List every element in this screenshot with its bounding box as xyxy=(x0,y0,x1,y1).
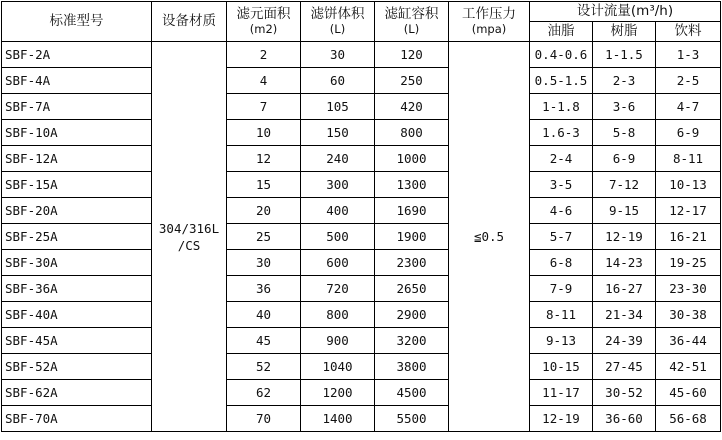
cell-tank-volume: 4500 xyxy=(375,380,449,406)
header-material: 设备材质 xyxy=(152,2,227,42)
cell-cake-volume: 30 xyxy=(301,42,375,68)
table-row xyxy=(2,328,721,354)
cell-filter-area: 12 xyxy=(227,146,301,172)
cell-cake-volume: 300 xyxy=(301,172,375,198)
cell-flow-oil: 4-6 xyxy=(530,198,593,224)
cell-pressure: ≦0.5 xyxy=(449,42,530,432)
cell-cake-volume: 600 xyxy=(301,250,375,276)
cell-flow-drink: 8-11 xyxy=(656,146,721,172)
header-flow-oil: 油脂 xyxy=(530,22,593,42)
cell-filter-area: 40 xyxy=(227,302,301,328)
cell-model: SBF-45A xyxy=(2,328,152,354)
cell-filter-area: 10 xyxy=(227,120,301,146)
header-tank-volume-label: 滤缸容积 xyxy=(384,6,439,22)
cell-filter-area: 25 xyxy=(227,224,301,250)
cell-tank-volume: 1300 xyxy=(375,172,449,198)
cell-flow-drink: 6-9 xyxy=(656,120,721,146)
cell-flow-oil: 8-11 xyxy=(530,302,593,328)
table-row xyxy=(2,302,721,328)
cell-model: SBF-20A xyxy=(2,198,152,224)
cell-tank-volume: 1900 xyxy=(375,224,449,250)
cell-flow-resin: 9-15 xyxy=(593,198,656,224)
cell-flow-oil: 6-8 xyxy=(530,250,593,276)
cell-cake-volume: 900 xyxy=(301,328,375,354)
cell-flow-drink: 56-68 xyxy=(656,406,721,432)
cell-tank-volume: 3800 xyxy=(375,354,449,380)
cell-flow-resin: 24-39 xyxy=(593,328,656,354)
cell-flow-resin: 36-60 xyxy=(593,406,656,432)
cell-flow-drink: 23-30 xyxy=(656,276,721,302)
cell-tank-volume: 1690 xyxy=(375,198,449,224)
cell-filter-area: 36 xyxy=(227,276,301,302)
cell-cake-volume: 105 xyxy=(301,94,375,120)
cell-filter-area: 7 xyxy=(227,94,301,120)
header-cake-volume-unit: (L) xyxy=(329,22,346,36)
cell-cake-volume: 60 xyxy=(301,68,375,94)
header-row xyxy=(2,2,721,22)
cell-model: SBF-10A xyxy=(2,120,152,146)
cell-model: SBF-70A xyxy=(2,406,152,432)
cell-filter-area: 52 xyxy=(227,354,301,380)
cell-flow-drink: 36-44 xyxy=(656,328,721,354)
cell-cake-volume: 500 xyxy=(301,224,375,250)
cell-tank-volume: 2300 xyxy=(375,250,449,276)
table-row xyxy=(2,146,721,172)
table-row xyxy=(2,354,721,380)
cell-cake-volume: 1200 xyxy=(301,380,375,406)
header-pressure xyxy=(449,2,530,42)
cell-tank-volume: 120 xyxy=(375,42,449,68)
cell-flow-drink: 45-60 xyxy=(656,380,721,406)
table-row xyxy=(2,120,721,146)
header-model: 标准型号 xyxy=(2,2,152,42)
cell-tank-volume: 2650 xyxy=(375,276,449,302)
cell-flow-oil: 1-1.8 xyxy=(530,94,593,120)
header-tank-volume xyxy=(375,2,449,42)
cell-cake-volume: 1040 xyxy=(301,354,375,380)
table-row xyxy=(2,68,721,94)
cell-flow-resin: 6-9 xyxy=(593,146,656,172)
cell-cake-volume: 150 xyxy=(301,120,375,146)
table-row xyxy=(2,406,721,432)
table-row xyxy=(2,172,721,198)
cell-flow-drink: 30-38 xyxy=(656,302,721,328)
header-filter-area xyxy=(227,2,301,42)
header-flow-resin: 树脂 xyxy=(593,22,656,42)
cell-flow-oil: 9-13 xyxy=(530,328,593,354)
table-row xyxy=(2,198,721,224)
cell-flow-resin: 2-3 xyxy=(593,68,656,94)
cell-flow-resin: 1-1.5 xyxy=(593,42,656,68)
cell-flow-oil: 0.5-1.5 xyxy=(530,68,593,94)
cell-model: SBF-12A xyxy=(2,146,152,172)
cell-material xyxy=(152,42,227,432)
cell-filter-area: 4 xyxy=(227,68,301,94)
table-row xyxy=(2,380,721,406)
header-pressure-unit: (mpa) xyxy=(471,22,507,36)
cell-model: SBF-36A xyxy=(2,276,152,302)
cell-flow-resin: 3-6 xyxy=(593,94,656,120)
cell-flow-resin: 7-12 xyxy=(593,172,656,198)
cell-model: SBF-7A xyxy=(2,94,152,120)
cell-filter-area: 20 xyxy=(227,198,301,224)
table-row xyxy=(2,224,721,250)
cell-flow-oil: 11-17 xyxy=(530,380,593,406)
cell-cake-volume: 800 xyxy=(301,302,375,328)
cell-flow-drink: 10-13 xyxy=(656,172,721,198)
cell-flow-oil: 5-7 xyxy=(530,224,593,250)
cell-flow-resin: 12-19 xyxy=(593,224,656,250)
header-filter-area-label: 滤元面积 xyxy=(236,6,291,22)
cell-flow-oil: 0.4-0.6 xyxy=(530,42,593,68)
cell-flow-drink: 19-25 xyxy=(656,250,721,276)
cell-tank-volume: 5500 xyxy=(375,406,449,432)
cell-tank-volume: 250 xyxy=(375,68,449,94)
cell-filter-area: 62 xyxy=(227,380,301,406)
cell-flow-resin: 14-23 xyxy=(593,250,656,276)
cell-flow-oil: 7-9 xyxy=(530,276,593,302)
cell-cake-volume: 1400 xyxy=(301,406,375,432)
cell-tank-volume: 2900 xyxy=(375,302,449,328)
cell-flow-oil: 1.6-3 xyxy=(530,120,593,146)
header-flow: 设计流量(m³/h) xyxy=(530,2,721,22)
cell-flow-oil: 2-4 xyxy=(530,146,593,172)
material-line: /CS xyxy=(177,237,201,253)
cell-model: SBF-2A xyxy=(2,42,152,68)
cell-tank-volume: 1000 xyxy=(375,146,449,172)
cell-model: SBF-52A xyxy=(2,354,152,380)
cell-flow-resin: 21-34 xyxy=(593,302,656,328)
cell-flow-drink: 2-5 xyxy=(656,68,721,94)
cell-flow-oil: 3-5 xyxy=(530,172,593,198)
cell-tank-volume: 420 xyxy=(375,94,449,120)
cell-flow-oil: 12-19 xyxy=(530,406,593,432)
cell-model: SBF-40A xyxy=(2,302,152,328)
table-row xyxy=(2,276,721,302)
cell-filter-area: 2 xyxy=(227,42,301,68)
cell-model: SBF-30A xyxy=(2,250,152,276)
cell-model: SBF-62A xyxy=(2,380,152,406)
cell-flow-drink: 12-17 xyxy=(656,198,721,224)
cell-flow-drink: 42-51 xyxy=(656,354,721,380)
cell-model: SBF-25A xyxy=(2,224,152,250)
cell-cake-volume: 240 xyxy=(301,146,375,172)
header-pressure-label: 工作压力 xyxy=(462,6,516,22)
header-filter-area-unit: (m2) xyxy=(249,22,278,36)
header-flow-drink: 饮料 xyxy=(656,22,721,42)
cell-flow-resin: 16-27 xyxy=(593,276,656,302)
header-tank-volume-unit: (L) xyxy=(403,22,420,36)
cell-flow-resin: 5-8 xyxy=(593,120,656,146)
table-row xyxy=(2,42,721,68)
cell-model: SBF-4A xyxy=(2,68,152,94)
spec-table xyxy=(1,1,721,432)
cell-flow-drink: 4-7 xyxy=(656,94,721,120)
cell-flow-oil: 10-15 xyxy=(530,354,593,380)
cell-model: SBF-15A xyxy=(2,172,152,198)
cell-cake-volume: 720 xyxy=(301,276,375,302)
table-body xyxy=(2,42,721,432)
cell-cake-volume: 400 xyxy=(301,198,375,224)
cell-flow-drink: 1-3 xyxy=(656,42,721,68)
cell-flow-resin: 30-52 xyxy=(593,380,656,406)
cell-filter-area: 15 xyxy=(227,172,301,198)
cell-tank-volume: 3200 xyxy=(375,328,449,354)
header-cake-volume-label: 滤饼体积 xyxy=(310,6,365,22)
cell-flow-resin: 27-45 xyxy=(593,354,656,380)
header-cake-volume xyxy=(301,2,375,42)
table-row xyxy=(2,94,721,120)
material-line: 304/316L xyxy=(158,220,220,236)
cell-filter-area: 70 xyxy=(227,406,301,432)
cell-flow-drink: 16-21 xyxy=(656,224,721,250)
table-row xyxy=(2,250,721,276)
cell-filter-area: 30 xyxy=(227,250,301,276)
cell-filter-area: 45 xyxy=(227,328,301,354)
cell-tank-volume: 800 xyxy=(375,120,449,146)
